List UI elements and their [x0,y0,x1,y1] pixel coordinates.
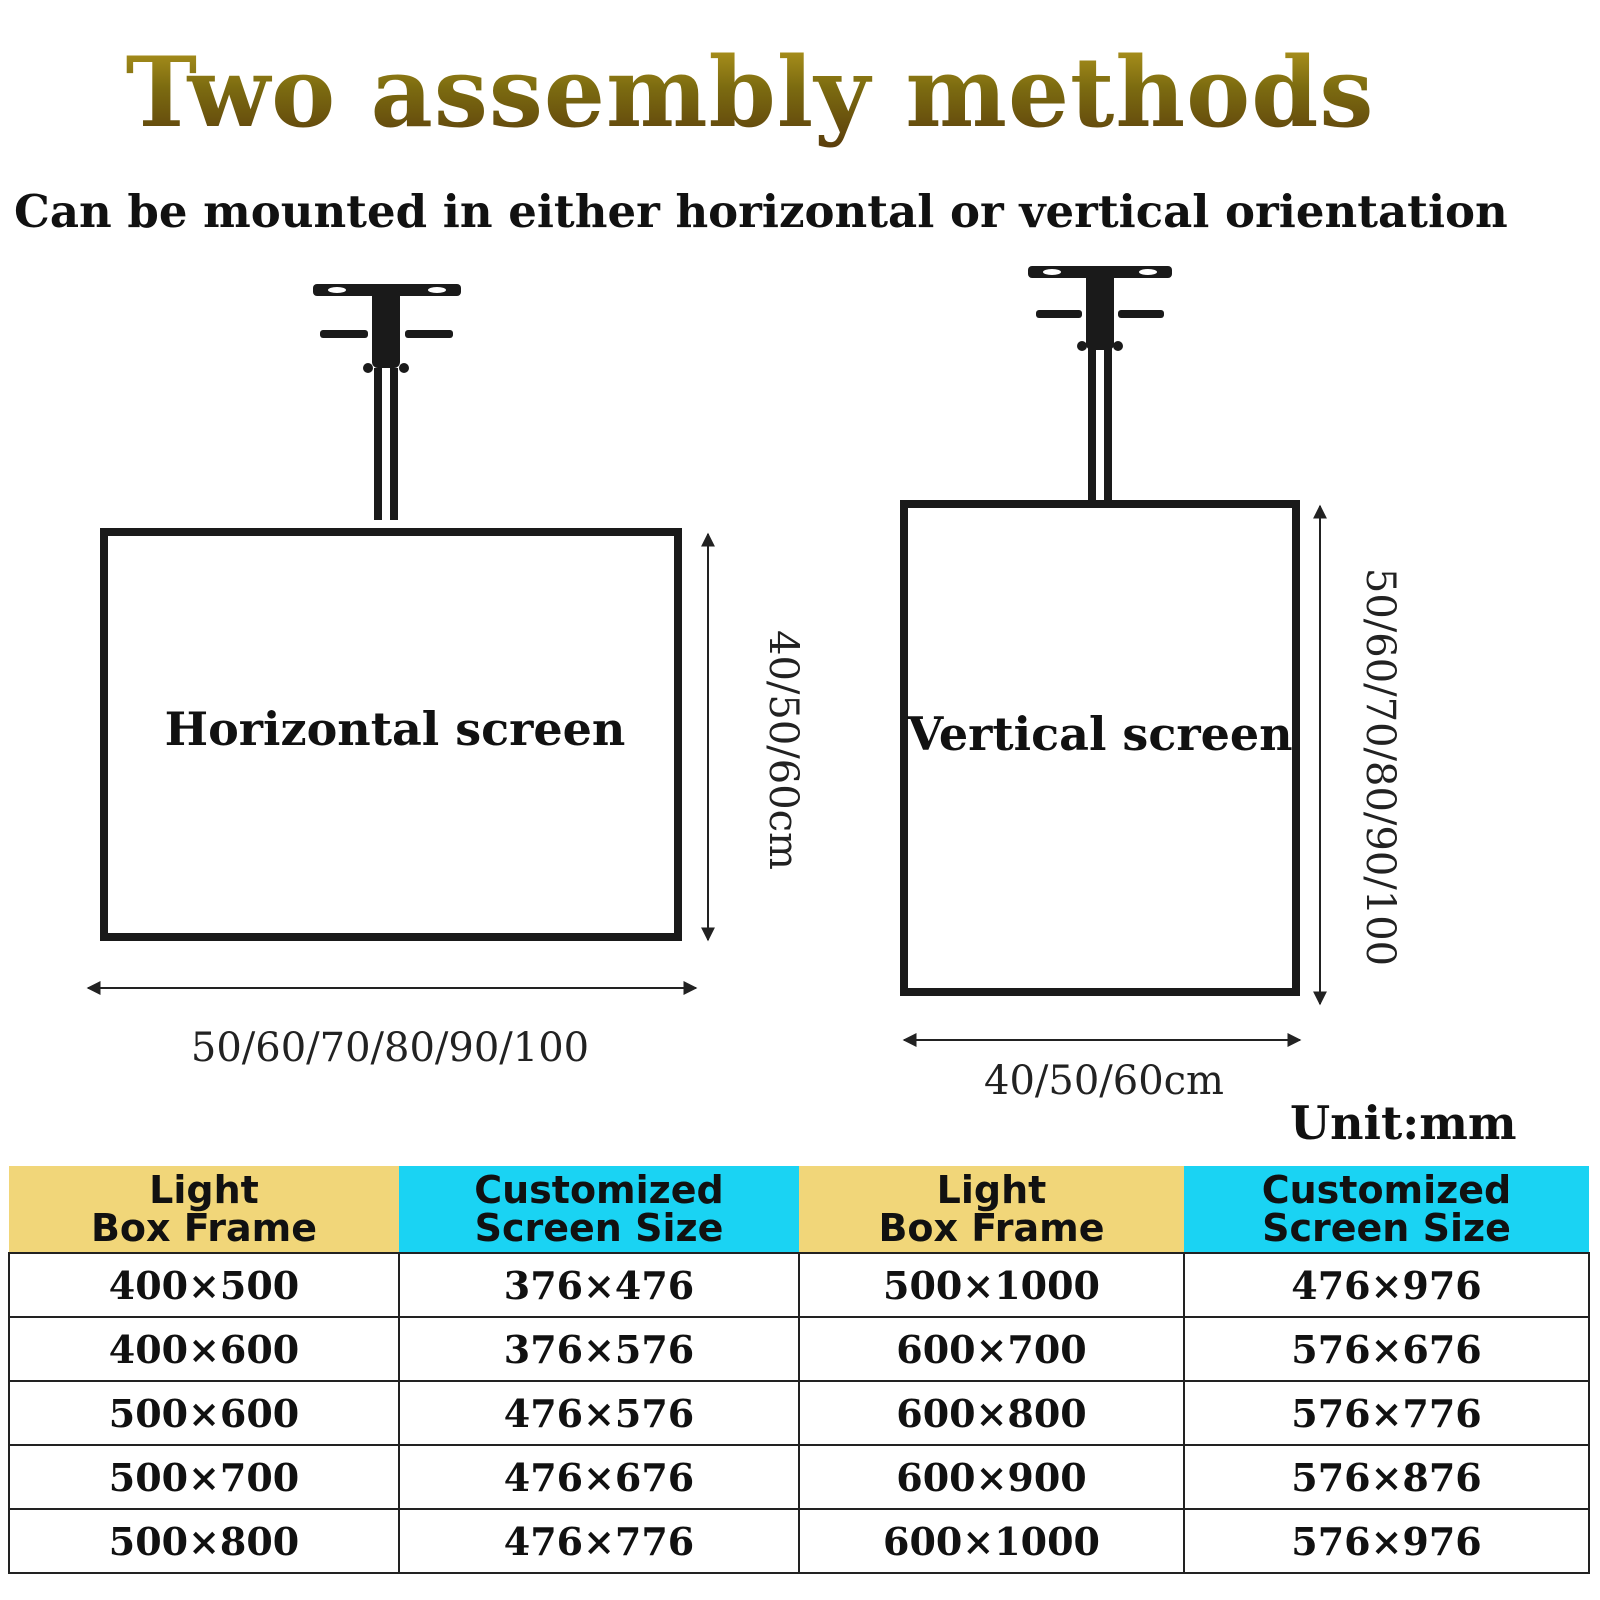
frame-size-cell: 600×700 [799,1317,1184,1381]
header-light-box-frame [9,1166,399,1253]
horizontal-height-dimension: 40/50/60cm [760,630,806,870]
frame-size-cell: 500×600 [9,1381,399,1445]
vertical-height-dimension: 50/60/70/80/90/100 [1357,567,1403,967]
vertical-ceiling-bracket-icon [1028,266,1172,504]
table-row [9,1445,1589,1509]
page-subtitle: Can be mounted in either horizontal or vertical orientation [14,185,1508,238]
frame-size-cell: 600×900 [799,1445,1184,1509]
header-line: Box Frame [90,1206,318,1250]
header-customized-screen-size [399,1166,799,1253]
horizontal-ceiling-bracket-icon [313,284,461,520]
frame-size-cell: 600×800 [799,1381,1184,1445]
unit-label: Unit:mm [1290,1096,1517,1150]
header-light-box-frame [799,1166,1184,1253]
header-line: Screen Size [474,1206,724,1250]
frame-size-cell: 600×1000 [799,1509,1184,1573]
size-table-header-row [9,1166,1589,1253]
frame-size-cell: 500×1000 [799,1253,1184,1317]
header-line: Customized [474,1168,724,1212]
vertical-screen-label: Vertical screen [907,707,1293,761]
header-line: Customized [1261,1168,1512,1212]
screen-size-cell: 576×876 [1184,1445,1589,1509]
frame-size-cell: 400×500 [9,1253,399,1317]
frame-size-cell: 400×600 [9,1317,399,1381]
size-table [8,1166,1590,1574]
table-row [9,1253,1589,1317]
page-title: Two assembly methods [0,38,1500,148]
table-row [9,1509,1589,1573]
table-row [9,1317,1589,1381]
horizontal-screen-label: Horizontal screen [164,702,626,756]
horizontal-width-dimension: 50/60/70/80/90/100 [190,1025,590,1071]
header-customized-screen-size [1184,1166,1589,1253]
header-line: Light [149,1168,259,1212]
screen-size-cell: 476×576 [399,1381,799,1445]
screen-size-cell: 576×776 [1184,1381,1589,1445]
header-line: Light [936,1168,1047,1212]
frame-size-cell: 500×800 [9,1509,399,1573]
screen-size-cell: 476×776 [399,1509,799,1573]
vertical-width-dimension: 40/50/60cm [984,1058,1224,1104]
screen-size-cell: 376×576 [399,1317,799,1381]
header-line: Box Frame [878,1206,1105,1250]
screen-size-cell: 376×476 [399,1253,799,1317]
screen-size-cell: 476×676 [399,1445,799,1509]
assembly-diagram [0,250,1600,1120]
header-line: Screen Size [1262,1206,1511,1250]
frame-size-cell: 500×700 [9,1445,399,1509]
table-row [9,1381,1589,1445]
screen-size-cell: 476×976 [1184,1253,1589,1317]
screen-size-cell: 576×676 [1184,1317,1589,1381]
screen-size-cell: 576×976 [1184,1509,1589,1573]
